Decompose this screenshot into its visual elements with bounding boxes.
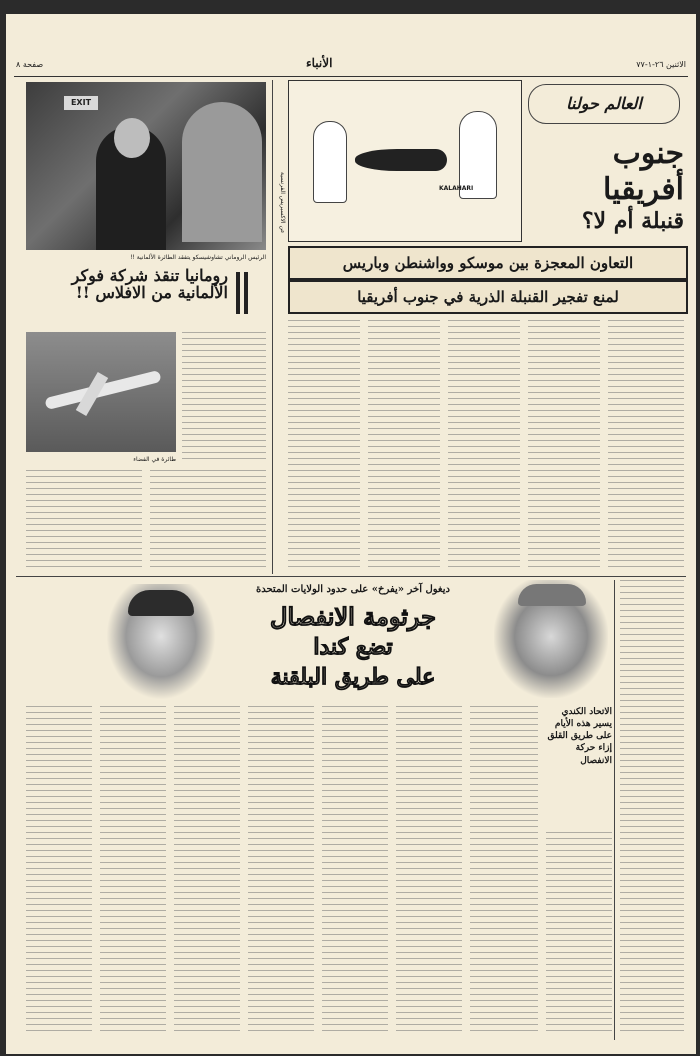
lower-text-col-7 [470,706,538,1036]
plane-photo [26,332,176,452]
cartoon-bomb [355,149,447,171]
right-portrait-hair [518,584,586,606]
main-text-col-1 [288,320,360,572]
romania-headline-bar-2 [244,272,248,314]
lower-text-col-8 [546,832,612,1036]
column-divider-2 [614,580,615,1040]
section-logo: العالم حولنا [528,84,680,124]
banner-cooperation: التعاون المعجزة بين موسكو وواشنطن وباريس [288,246,688,280]
ceausescu-caption: الرئيس الروماني تشاوشيسكو يتفقد الطائرة الألمانية !! [130,254,266,261]
paper-name: الأنباء [306,56,333,70]
main-headline-line-2: أفريقيا [603,172,684,207]
romania-text-col-3 [150,470,266,570]
lower-text-col-5 [322,706,388,1036]
romania-headline: رومانيا تنقذ شركة فوكر الألمانية من الافلاس !! [71,266,228,302]
main-text-col-5 [608,320,684,572]
romania-headline-bar [236,272,240,314]
right-text-col [620,580,684,1036]
right-portrait [494,580,608,698]
page-number: صفحة ٨ [16,60,44,69]
exit-sign: EXIT [64,96,98,110]
romania-text-col-2 [26,470,142,570]
lower-text-col-4 [248,706,314,1036]
ceausescu-photo [26,82,266,250]
lower-text-col-3 [174,706,240,1036]
plane-interior [182,102,262,242]
main-headline-line-1: جنوب [612,136,684,171]
man-head [114,118,150,158]
main-headline-line-3: قنبلة أم لا؟ [581,208,684,234]
main-text-col-4 [528,320,600,572]
quebec-intro: الاتحاد الكندي يسير هذه الأيام على طريق القلق إزاء حركة الانفصال [547,707,612,766]
section-divider [16,576,686,577]
lower-text-col-6 [396,706,462,1036]
plane-caption: طائرة في الفضاء [133,456,176,463]
main-text-col-3 [448,320,520,572]
main-text-col-2 [368,320,440,572]
newspaper-page [6,14,696,1054]
cartoon-label: KALAHARI [439,185,474,192]
quebec-kicker: ديغول آخر «يفرخ» على حدود الولايات المتحدة [255,584,450,595]
page-header [6,14,696,74]
left-portrait [106,584,216,700]
lower-text-col-1 [26,706,92,1036]
quebec-headline-1: جرثومة الانفصال [270,602,436,631]
column-divider-1 [272,80,273,574]
cartoon-figure-left [313,121,347,203]
cartoon-credit: عن الاكسبريس الفرنسية [279,172,286,234]
quebec-headline-3: على طريق البلقنة [270,664,436,690]
header-rule [14,76,688,77]
cartoon-box [288,80,522,242]
banner-prevent-bomb: لمنع تفجير القنبلة الذرية في جنوب أفريقيا [288,280,688,314]
quebec-headline-2: تضع كندا [313,634,393,660]
lower-text-col-2 [100,706,166,1036]
left-portrait-hair [128,590,194,616]
issue-date: الاثنين ٢٦-١-٧٧ [636,60,686,69]
romania-text-col-1 [182,332,266,462]
